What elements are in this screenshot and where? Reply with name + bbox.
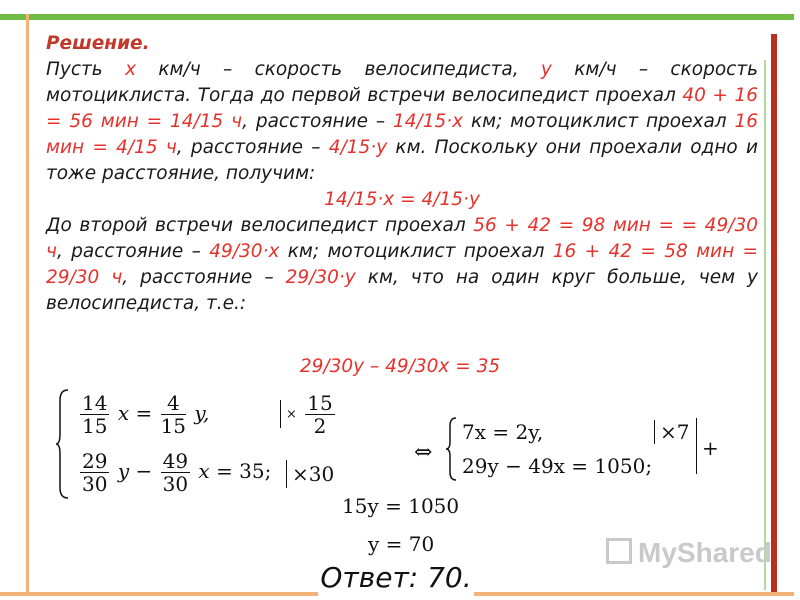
system-2-brace: [446, 416, 458, 482]
var-y: y,: [194, 401, 210, 425]
presentation-icon: [606, 538, 632, 564]
system-2-row-1: 7x = 2y,: [462, 420, 544, 444]
text: км, что на один круг больше, чем у велосипедиста, т.е.:: [46, 267, 759, 314]
text: , расстояние –: [176, 137, 329, 158]
fraction: [161, 450, 190, 495]
text: , расстояние –: [242, 111, 393, 132]
var-x: x: [198, 459, 210, 483]
times-sign: ×: [286, 407, 297, 422]
result-1: 15y = 1050: [342, 494, 460, 518]
paragraph-2: [46, 213, 758, 317]
text: км; мотоциклист проехал: [463, 111, 735, 132]
solution-text: [46, 31, 758, 317]
numerator: 4: [161, 392, 186, 415]
text: , расстояние –: [122, 267, 286, 288]
text: , расстояние –: [56, 241, 210, 262]
equation-1: 14/15·x = 4/15·y: [324, 189, 480, 210]
system-1-multiplier-1: [286, 392, 337, 437]
distance-value: 14/15·x: [392, 111, 464, 132]
equals-sign: =: [135, 401, 153, 425]
text: км/ч – скорость мотоциклиста. Тогда до первой встречи велосипедист проехал: [46, 59, 759, 106]
numerator: 29: [82, 449, 108, 473]
watermark-logo: [606, 537, 772, 569]
equation-2: 29/30y – 49/30x = 35: [299, 356, 501, 377]
result-2: y = 70: [368, 532, 435, 556]
system-1-row-1: [78, 392, 209, 437]
denominator: 30: [82, 472, 108, 496]
system-1-multiplier-2: ×30: [292, 462, 335, 486]
time-value: 56 + 42 = 98 мин = = 49/30 ч: [46, 215, 758, 262]
time-value: 16 мин = 4/15 ч: [46, 111, 758, 158]
system-2-row-2: 29y − 49x = 1050;: [462, 454, 653, 478]
rhs: = 35;: [216, 459, 272, 483]
distance-value: 4/15·y: [328, 137, 388, 158]
text: км. Поскольку они проехали одно и тоже расстояние, получим:: [46, 137, 758, 184]
multiplier-bar: [286, 460, 287, 488]
paragraph-1: [46, 57, 758, 187]
time-value: 40 + 16 = 56 мин = 14/15 ч: [46, 85, 758, 132]
distance-value: 29/30·y: [285, 267, 356, 288]
frame-left-bar: [26, 14, 29, 592]
denominator: 30: [162, 472, 189, 496]
fraction: [161, 392, 186, 437]
sum-bar: [696, 418, 697, 474]
numerator: 49: [162, 449, 189, 473]
text: км/ч – скорость велосипедиста,: [136, 59, 541, 80]
fraction: [305, 392, 334, 437]
fraction: [80, 392, 109, 437]
time-value: 16 + 42 = 58 мин = 29/30 ч: [46, 241, 759, 288]
plus-sign: +: [702, 436, 719, 460]
distance-value: 49/30·x: [209, 241, 280, 262]
system-1-brace: [56, 388, 70, 500]
fraction: [80, 450, 109, 495]
system-1-row-2: [78, 450, 271, 495]
text: До второй встречи велосипедист проехал: [46, 215, 474, 236]
denominator: 15: [82, 414, 108, 438]
denominator: 2: [313, 414, 327, 438]
numerator: 14: [82, 391, 108, 415]
text: Пусть: [46, 59, 126, 80]
numerator: 15: [307, 391, 333, 415]
system-2-multiplier: ×7: [660, 420, 690, 444]
var-y: y: [117, 459, 130, 483]
answer: Ответ: 70.: [318, 558, 474, 598]
frame-top-bar: [0, 14, 794, 20]
frame-right-thin-bar: [764, 60, 766, 590]
frame-right-bar: [771, 34, 777, 592]
equivalence-arrow-icon: ⇔: [414, 440, 433, 465]
watermark-text: MyShared: [638, 537, 772, 568]
solution-heading: Решение.: [46, 33, 150, 54]
denominator: 15: [160, 414, 187, 438]
multiplier-bar: [654, 420, 655, 444]
var-x: x: [125, 59, 137, 80]
var-y: y: [540, 59, 552, 80]
minus-sign: −: [135, 459, 153, 483]
multiplier-bar: [280, 400, 281, 428]
var-x: x: [117, 401, 130, 425]
text: км; мотоциклист проехал: [279, 241, 553, 262]
